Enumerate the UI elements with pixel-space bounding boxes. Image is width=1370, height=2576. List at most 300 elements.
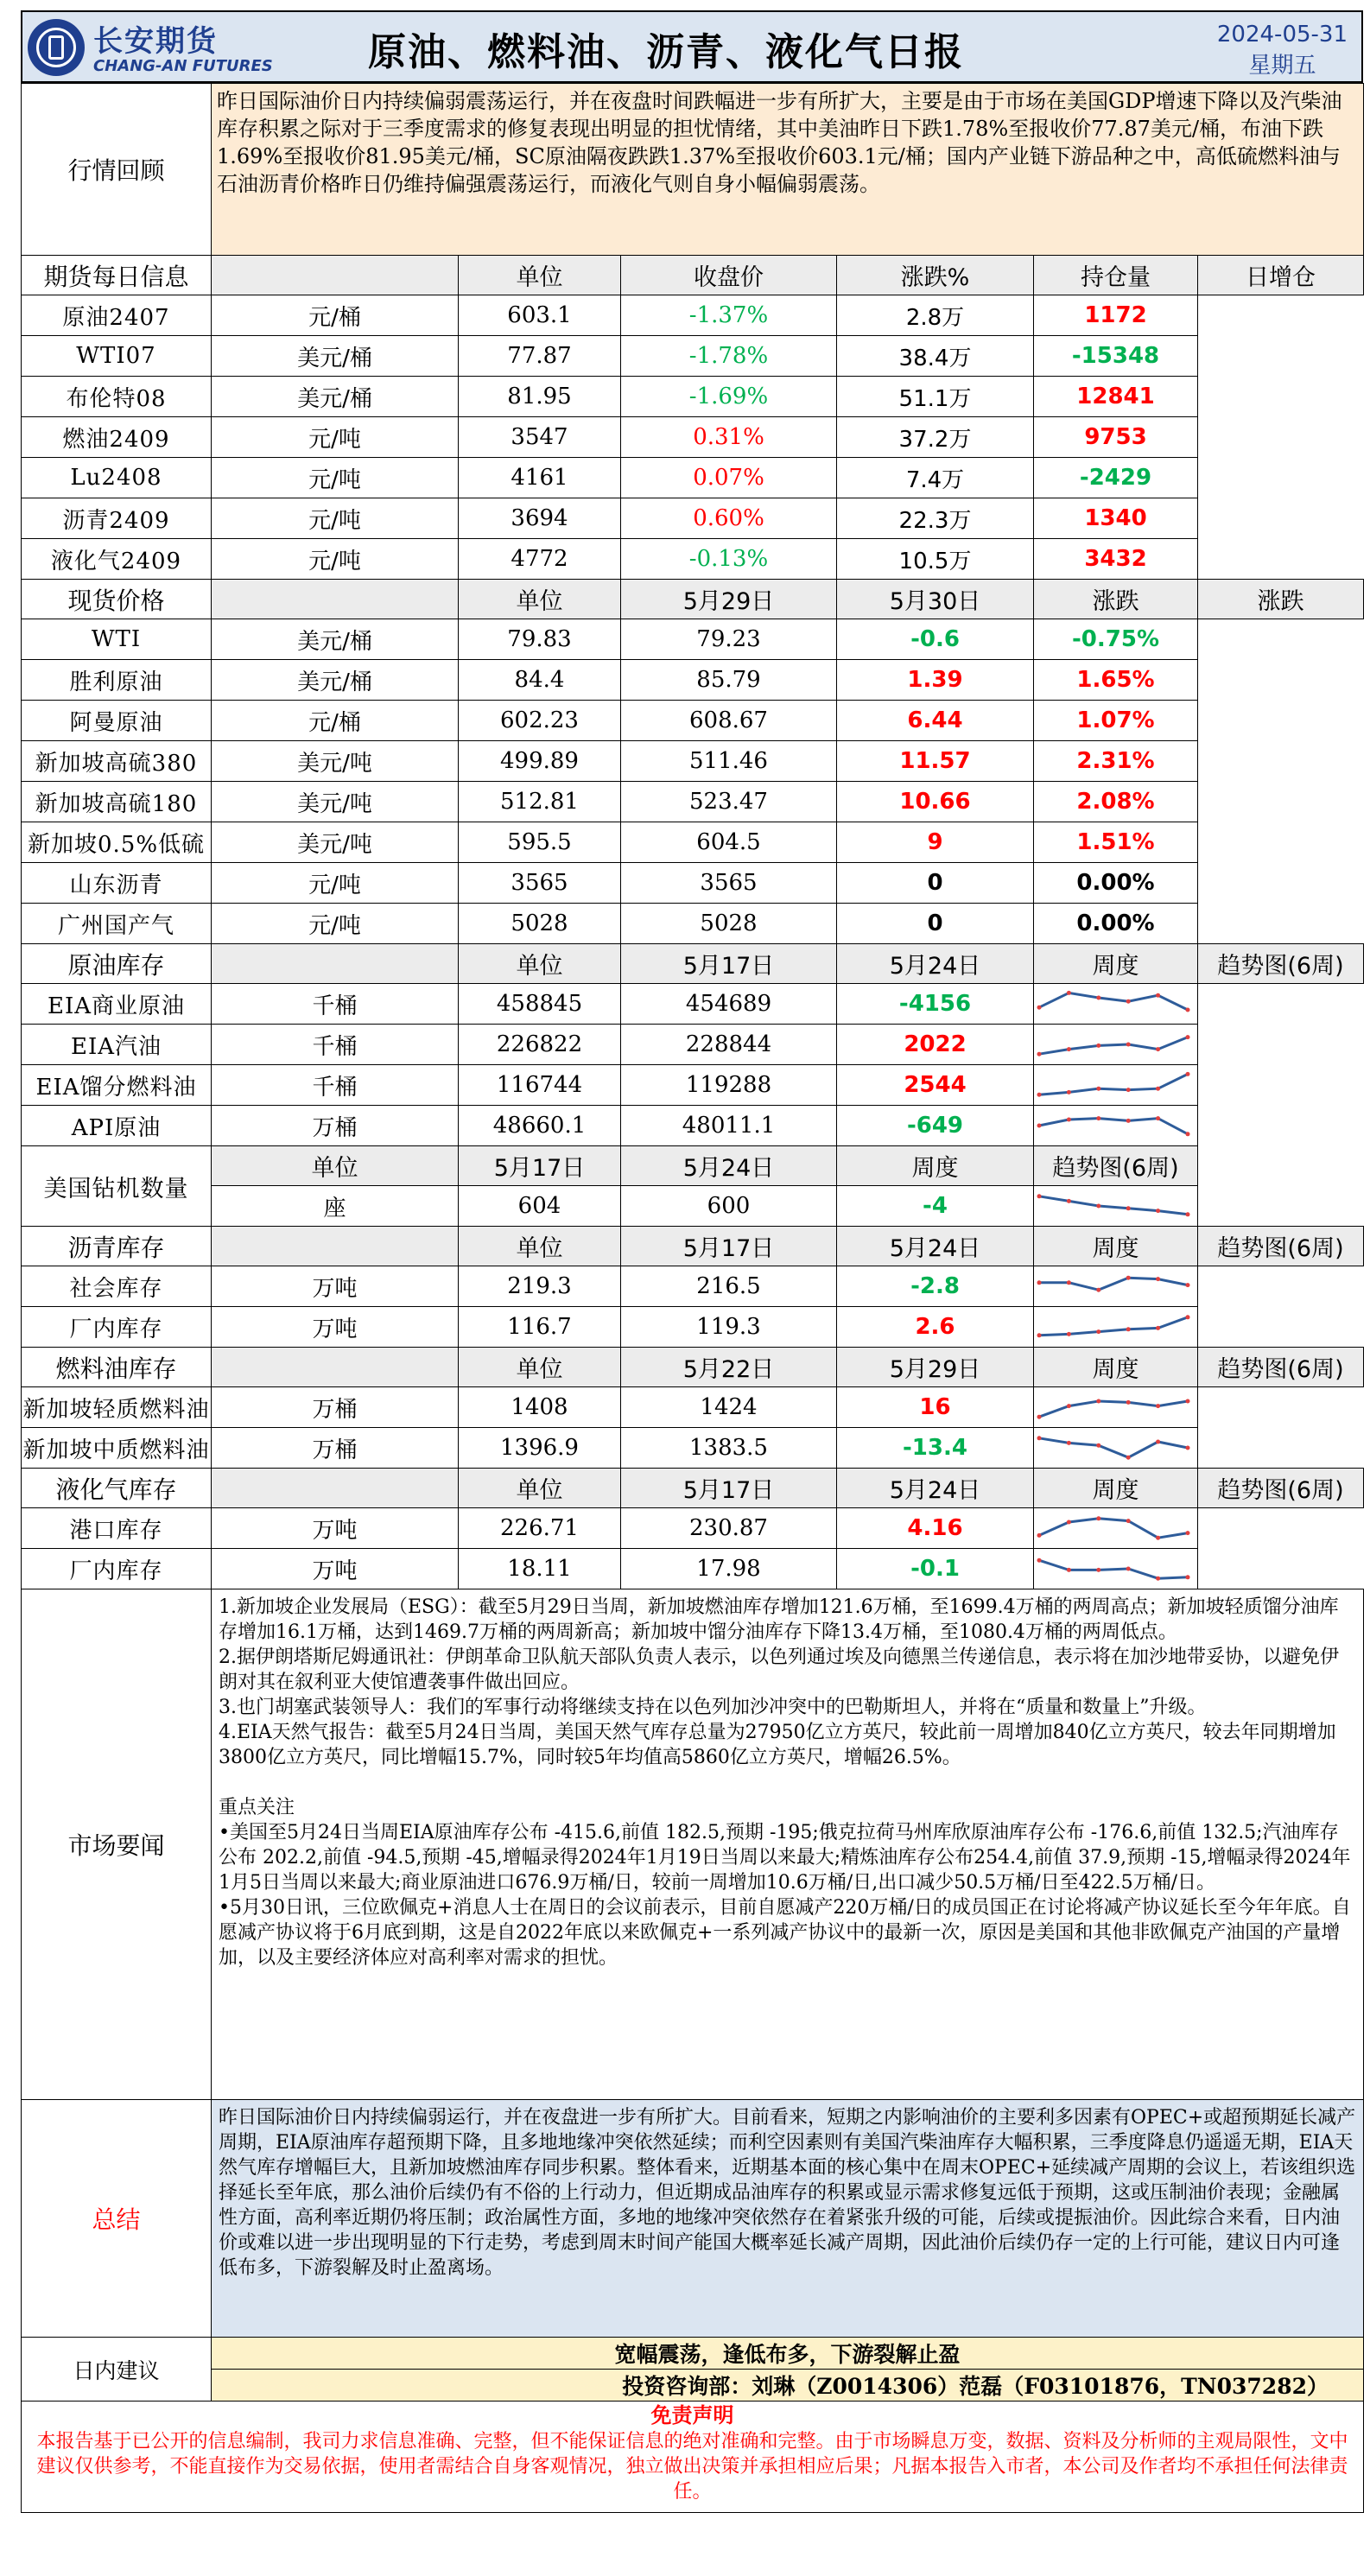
- contract-name: 布伦特08: [22, 377, 212, 417]
- trend-chart: [1034, 1106, 1198, 1146]
- inventory-d1: 219.3: [459, 1266, 621, 1307]
- news-paragraph: 重点关注: [219, 1797, 295, 1818]
- spot-row: [22, 619, 1364, 660]
- trend-point: [1037, 1415, 1042, 1419]
- trend-point: [1067, 1118, 1071, 1122]
- trend-point: [1156, 1277, 1160, 1281]
- trend-point: [1156, 1087, 1160, 1091]
- futures-header-blank: [212, 256, 459, 295]
- trend-point: [1186, 1399, 1190, 1404]
- lpg-header: 趋势图(6周): [1198, 1469, 1364, 1508]
- inventory-d1: 18.11: [459, 1549, 621, 1589]
- inventory-weekly-change: -649: [837, 1106, 1034, 1146]
- inventory-weekly-change: 4.16: [837, 1508, 1034, 1549]
- inventory-unit: 万吨: [212, 1266, 459, 1307]
- change-pct: 0.60%: [621, 498, 837, 539]
- news-label: 市场要闻: [22, 1589, 212, 2100]
- trend-chart: [1034, 1508, 1198, 1549]
- spot-row: [22, 701, 1364, 741]
- trend-point: [1037, 1052, 1042, 1056]
- futures-header: 持仓量: [1034, 256, 1198, 295]
- spot-price-d2: 85.79: [621, 660, 837, 701]
- asphalt-header: 趋势图(6周): [1198, 1227, 1364, 1266]
- spot-row: [22, 863, 1364, 904]
- rig-header-row: [22, 1146, 1364, 1186]
- trend-point: [1126, 1400, 1131, 1405]
- trend-sparkline: [1034, 1551, 1193, 1586]
- advice-text: 宽幅震荡，逢低布多，下游裂解止盈: [212, 2338, 1364, 2370]
- close-price: 4772: [459, 539, 621, 580]
- inventory-unit: 万桶: [212, 1428, 459, 1469]
- trend-point: [1037, 1006, 1042, 1010]
- crude-header: 5月24日: [837, 944, 1034, 984]
- inventory-d2: 1424: [621, 1387, 837, 1428]
- inventory-weekly-change: -4156: [837, 984, 1034, 1025]
- inventory-d2: 119288: [621, 1065, 837, 1106]
- trend-sparkline: [1034, 1310, 1193, 1344]
- trend-point: [1067, 1568, 1071, 1572]
- trend-point: [1156, 1209, 1160, 1213]
- date-text: 2024-05-31: [1216, 22, 1348, 48]
- spot-change-pct: 0.00%: [1034, 904, 1198, 944]
- trend-point: [1126, 1276, 1131, 1280]
- inventory-name: 社会库存: [22, 1266, 212, 1307]
- trend-line: [1039, 1196, 1188, 1215]
- spot-change-pct: 2.31%: [1034, 741, 1198, 782]
- trend-sparkline: [1034, 1390, 1193, 1424]
- spot-change-pct: 2.08%: [1034, 782, 1198, 822]
- summary-label: 总结: [22, 2100, 212, 2338]
- contract-name: Lu2408: [22, 458, 212, 498]
- trend-point: [1067, 1047, 1071, 1051]
- trend-line: [1039, 1401, 1188, 1417]
- crude-header: 5月17日: [621, 944, 837, 984]
- futures-row: [22, 336, 1364, 377]
- spot-header-row: [22, 580, 1364, 619]
- spot-change: 0: [837, 863, 1034, 904]
- spot-name: WTI: [22, 619, 212, 660]
- trend-point: [1126, 999, 1131, 1004]
- inventory-d1: 458845: [459, 984, 621, 1025]
- trend-chart: [1034, 1025, 1198, 1065]
- review-row: [22, 84, 1364, 256]
- change-pct: 0.31%: [621, 417, 837, 458]
- spot-price-d1: 499.89: [459, 741, 621, 782]
- spot-price-d1: 602.23: [459, 701, 621, 741]
- spot-price-d2: 511.46: [621, 741, 837, 782]
- fuel-header-blank: [212, 1348, 459, 1387]
- spot-row: [22, 660, 1364, 701]
- lpg-header: 5月17日: [621, 1469, 837, 1508]
- trend-chart: [1034, 1307, 1198, 1348]
- inventory-d1: 1396.9: [459, 1428, 621, 1469]
- open-interest: 37.2万: [837, 417, 1034, 458]
- inventory-d2: 230.87: [621, 1508, 837, 1549]
- inventory-row: [22, 1508, 1364, 1549]
- spot-header: 单位: [459, 580, 621, 619]
- trend-sparkline: [1034, 1027, 1193, 1062]
- trend-point: [1096, 1399, 1100, 1404]
- spot-header: 涨跌: [1034, 580, 1198, 619]
- trend-point: [1037, 1093, 1042, 1097]
- spot-unit: 美元/吨: [212, 822, 459, 863]
- trend-point: [1126, 1567, 1131, 1571]
- trend-point: [1126, 1327, 1131, 1331]
- inventory-row: [22, 1428, 1364, 1469]
- trend-point: [1067, 1441, 1071, 1445]
- rig-trend-chart: [1034, 1186, 1198, 1227]
- inventory-unit: 万吨: [212, 1307, 459, 1348]
- rig-header: 周度: [837, 1146, 1034, 1186]
- spot-price-d1: 5028: [459, 904, 621, 944]
- inventory-unit: 千桶: [212, 1065, 459, 1106]
- inventory-name: 厂内库存: [22, 1549, 212, 1589]
- inventory-name: 厂内库存: [22, 1307, 212, 1348]
- analyst-row: [22, 2370, 1364, 2402]
- trend-line: [1039, 1119, 1188, 1134]
- contract-name: 液化气2409: [22, 539, 212, 580]
- inventory-d1: 226.71: [459, 1508, 621, 1549]
- spot-change-pct: -0.75%: [1034, 619, 1198, 660]
- futures-header: 涨跌%: [837, 256, 1034, 295]
- inventory-name: 港口库存: [22, 1508, 212, 1549]
- news-paragraph: •美国至5月24日当周EIA原油库存公布 -415.6,前值 182.5,预期 -195;俄克拉荷马州库欣原油库存公布 -176.6,前值 132.5;汽油库存公布 202.2,前值 -94.5,预期 -45,增幅录得2024年1月19日当周以来最大;精炼油库存公布254.4,前值 37.9,预期 -15,增幅录得2024年1月5日当周以来最大;商业原油进口676.9万桶/日，较前一周增加10.6万桶/日,出口减少50.5万桶/日至422.5万桶/日。: [219, 1822, 1351, 1894]
- trend-point: [1156, 1536, 1160, 1540]
- rig-name: 美国钻机数量: [22, 1146, 212, 1227]
- spot-row: [22, 741, 1364, 782]
- trend-point: [1096, 1288, 1100, 1292]
- inventory-row: [22, 1266, 1364, 1307]
- news-paragraph: •5月30日讯，三位欧佩克+消息人士在周日的会议前表示，目前自愿减产220万桶/日的成员国正在讨论将减产协议延长至今年年底。自愿减产协议将于6月底到期，这是自2022年底以来欧佩克+一系列减产协议中的最新一次，原因是美国和其他非欧佩克产油国的产量增加，以及主要经济体应对高利率对需求的担忧。: [219, 1897, 1351, 1969]
- spot-name: 广州国产气: [22, 904, 212, 944]
- advice-label: 日内建议: [22, 2338, 212, 2402]
- spot-label: 现货价格: [22, 580, 212, 619]
- spot-name: 山东沥青: [22, 863, 212, 904]
- change-pct: -1.78%: [621, 336, 837, 377]
- close-price: 4161: [459, 458, 621, 498]
- inventory-unit: 千桶: [212, 1025, 459, 1065]
- rig-d2: 600: [621, 1186, 837, 1227]
- contract-unit: 美元/桶: [212, 336, 459, 377]
- trend-point: [1186, 1035, 1190, 1039]
- crude-header: 趋势图(6周): [1198, 944, 1364, 984]
- inventory-weekly-change: 2022: [837, 1025, 1034, 1065]
- futures-row: [22, 295, 1364, 336]
- weekday-text: 星期五: [1248, 53, 1316, 79]
- daily-oi-change: 12841: [1034, 377, 1198, 417]
- disclaimer-cell: [22, 2402, 1364, 2513]
- news-paragraph: 1.新加坡企业发展局（ESG）：截至5月29日当周，新加坡燃油库存增加121.6万桶，至1699.4万桶的两周高点；新加坡轻质馏分油库存增加16.1万桶，达到1469.7万桶的两周新高；新加坡中馏分油库存下降13.4万桶，至1080.4万桶的两周低点。: [219, 1596, 1339, 1643]
- fuel-rows: [22, 1387, 1364, 1469]
- spot-price-d2: 523.47: [621, 782, 837, 822]
- inventory-row: [22, 984, 1364, 1025]
- trend-point: [1186, 1283, 1190, 1287]
- rig-d1: 604: [459, 1186, 621, 1227]
- rig-header: 5月24日: [621, 1146, 837, 1186]
- inventory-weekly-change: -13.4: [837, 1428, 1034, 1469]
- news-paragraph: [219, 1770, 1356, 1795]
- trend-sparkline: [1034, 987, 1193, 1021]
- change-pct: -1.69%: [621, 377, 837, 417]
- trend-point: [1067, 1090, 1071, 1094]
- inventory-name: 新加坡中质燃料油: [22, 1428, 212, 1469]
- spot-price-d2: 79.23: [621, 619, 837, 660]
- trend-point: [1126, 1043, 1131, 1047]
- spot-price-d1: 3565: [459, 863, 621, 904]
- rig-header: 5月17日: [459, 1146, 621, 1186]
- trend-point: [1037, 1558, 1042, 1563]
- trend-point: [1186, 1132, 1190, 1136]
- inventory-d2: 216.5: [621, 1266, 837, 1307]
- news-paragraph: 2.据伊朗塔斯尼姆通讯社：伊朗革命卫队航天部队负责人表示，以色列通过埃及向德黑兰传递信息，表示将在加沙地带妥协，以避免伊朗对其在叙利亚大使馆遭袭事件做出回应。: [219, 1646, 1339, 1693]
- close-price: 81.95: [459, 377, 621, 417]
- futures-row: [22, 539, 1364, 580]
- review-text: 昨日国际油价日内持续偏弱震荡运行，并在夜盘时间跌幅进一步有所扩大，主要是由于市场在美国GDP增速下降以及汽柴油库存积累之际对于三季度需求的修复表现出明显的担忧情绪，其中美油昨日下跌1.78%至报收价77.87美元/桶，布油下跌1.69%至报收价81.95美元/桶，SC原油隔夜跌跌1.37%至报收价603.1元/桶；国内产业链下游品种之中，高低硫燃料油与石油沥青价格昨日仍维持偏强震荡运行，而液化气则自身小幅偏弱震荡。: [212, 84, 1364, 256]
- trend-point: [1186, 1446, 1190, 1450]
- trend-point: [1156, 1116, 1160, 1120]
- trend-point: [1186, 1008, 1190, 1012]
- inventory-weekly-change: -2.8: [837, 1266, 1034, 1307]
- trend-point: [1096, 1044, 1100, 1048]
- trend-chart: [1034, 984, 1198, 1025]
- spot-change: 10.66: [837, 782, 1034, 822]
- trend-line: [1039, 1074, 1188, 1094]
- company-logo-icon: [28, 19, 85, 76]
- spot-row: [22, 904, 1364, 944]
- open-interest: 51.1万: [837, 377, 1034, 417]
- spot-change: 11.57: [837, 741, 1034, 782]
- trend-point: [1186, 1531, 1190, 1535]
- trend-sparkline: [1034, 1269, 1193, 1304]
- summary-row: [22, 2100, 1364, 2338]
- daily-oi-change: 1172: [1034, 295, 1198, 336]
- trend-point: [1067, 1199, 1071, 1203]
- trend-point: [1067, 1404, 1071, 1408]
- advice-row: [22, 2338, 1364, 2370]
- futures-label: 期货每日信息: [22, 256, 212, 295]
- trend-chart: [1034, 1065, 1198, 1106]
- analyst-text: 投资咨询部：刘琳（Z0014306）范磊（F03101876，TN037282）: [212, 2370, 1364, 2402]
- trend-point: [1096, 1204, 1100, 1209]
- contract-unit: 元/吨: [212, 458, 459, 498]
- asphalt-inv-label: 沥青库存: [22, 1227, 212, 1266]
- inventory-weekly-change: 2.6: [837, 1307, 1034, 1348]
- lpg-inv-label: 液化气库存: [22, 1469, 212, 1508]
- contract-name: WTI07: [22, 336, 212, 377]
- daily-oi-change: 9753: [1034, 417, 1198, 458]
- trend-point: [1186, 1575, 1190, 1579]
- trend-point: [1037, 1194, 1042, 1198]
- spot-name: 新加坡高硫180: [22, 782, 212, 822]
- futures-header: 单位: [459, 256, 621, 295]
- disclaimer-row: [22, 2402, 1364, 2513]
- fuel-header: 5月22日: [621, 1348, 837, 1387]
- inventory-row: [22, 1106, 1364, 1146]
- trend-line: [1039, 1037, 1188, 1055]
- news-paragraph: 3.也门胡塞武装领导人：我们的军事行动将继续支持在以色列加沙冲突中的巴勒斯坦人，并将在“质量和数量上”升级。: [219, 1697, 1207, 1718]
- inventory-unit: 万吨: [212, 1549, 459, 1589]
- lpg-header: 周度: [1034, 1469, 1198, 1508]
- trend-point: [1126, 1456, 1131, 1460]
- inventory-unit: 万吨: [212, 1508, 459, 1549]
- contract-unit: 元/吨: [212, 498, 459, 539]
- asphalt-rows: [22, 1266, 1364, 1348]
- rig-unit: 座: [212, 1186, 459, 1227]
- trend-point: [1156, 1440, 1160, 1444]
- trend-point: [1126, 1206, 1131, 1210]
- trend-line: [1039, 1438, 1188, 1457]
- fuel-header: 周度: [1034, 1348, 1198, 1387]
- inventory-d2: 17.98: [621, 1549, 837, 1589]
- close-price: 77.87: [459, 336, 621, 377]
- futures-header-row: [22, 256, 1364, 295]
- rig-header: 趋势图(6周): [1034, 1146, 1198, 1186]
- lpg-header: 5月24日: [837, 1469, 1034, 1508]
- futures-row: [22, 417, 1364, 458]
- change-pct: 0.07%: [621, 458, 837, 498]
- inventory-d2: 1383.5: [621, 1428, 837, 1469]
- trend-point: [1067, 1332, 1071, 1336]
- trend-point: [1096, 1087, 1100, 1091]
- daily-oi-change: -2429: [1034, 458, 1198, 498]
- spot-name: 新加坡0.5%低硫: [22, 822, 212, 863]
- spot-change: 1.39: [837, 660, 1034, 701]
- trend-point: [1037, 1533, 1042, 1538]
- trend-point: [1156, 1326, 1160, 1330]
- spot-unit: 元/桶: [212, 701, 459, 741]
- contract-unit: 美元/桶: [212, 377, 459, 417]
- crude-header: 周度: [1034, 944, 1198, 984]
- crude-header: 单位: [459, 944, 621, 984]
- trend-point: [1156, 993, 1160, 998]
- inventory-unit: 万桶: [212, 1387, 459, 1428]
- inventory-row: [22, 1387, 1364, 1428]
- spot-rows: [22, 619, 1364, 944]
- inventory-unit: 千桶: [212, 984, 459, 1025]
- asphalt-header: 5月24日: [837, 1227, 1034, 1266]
- crude-inv-label: 原油库存: [22, 944, 212, 984]
- spot-price-d1: 79.83: [459, 619, 621, 660]
- spot-name: 新加坡高硫380: [22, 741, 212, 782]
- open-interest: 7.4万: [837, 458, 1034, 498]
- summary-text: 昨日国际油价日内持续偏弱运行，并在夜盘进一步有所扩大。目前看来，短期之内影响油价的主要利多因素有OPEC+或超预期延长减产周期，EIA原油库存超预期下降，且多地地缘冲突依然延续；而利空因素则有美国汽柴油库存大幅积累，三季度降息仍遥遥无期，EIA天然气库存增幅巨大，且新加坡燃油库存同步积累。整体看来，近期基本面的核心集中在周末OPEC+延续减产周期的会议上，若该组织选择延长至年底，那么油价后续仍有不俗的上行动力，但近期成品油库存的积累或显示需求修复远低于预期，这或压制油价表现；金融属性方面，高利率近期仍将压制；政治属性方面，多地的地缘冲突依然存在着紧张升级的可能，后续或提振油价。因此综合来看，日内油价或难以进一步出现明显的下行走势，考虑到周末时间产能国大概率延长减产周期，因此油价后续仍存一定的上行可能，建议日内可逢低布多，下游裂解及时止盈离场。: [212, 2100, 1364, 2338]
- trend-line: [1039, 1317, 1188, 1336]
- rig-weekly: -4: [837, 1186, 1034, 1227]
- close-price: 603.1: [459, 295, 621, 336]
- fuel-header: 5月29日: [837, 1348, 1034, 1387]
- contract-unit: 元/吨: [212, 539, 459, 580]
- spot-price-d2: 5028: [621, 904, 837, 944]
- lpg-header: 单位: [459, 1469, 621, 1508]
- daily-oi-change: 1340: [1034, 498, 1198, 539]
- spot-name: 胜利原油: [22, 660, 212, 701]
- change-pct: -0.13%: [621, 539, 837, 580]
- fuel-header: 趋势图(6周): [1198, 1348, 1364, 1387]
- spot-unit: 元/吨: [212, 863, 459, 904]
- inventory-unit: 万桶: [212, 1106, 459, 1146]
- trend-point: [1126, 1088, 1131, 1092]
- contract-unit: 元/桶: [212, 295, 459, 336]
- crude-header-blank: [212, 944, 459, 984]
- trend-point: [1096, 996, 1100, 1000]
- trend-point: [1186, 1212, 1190, 1216]
- spot-unit: 美元/桶: [212, 619, 459, 660]
- inventory-weekly-change: -0.1: [837, 1549, 1034, 1589]
- trend-chart: [1034, 1549, 1198, 1589]
- company-name-en: CHANG-AN FUTURES: [93, 57, 273, 75]
- trend-point: [1186, 1315, 1190, 1319]
- trend-point: [1186, 1072, 1190, 1076]
- trend-chart: [1034, 1266, 1198, 1307]
- inventory-name: EIA汽油: [22, 1025, 212, 1065]
- inventory-d1: 226822: [459, 1025, 621, 1065]
- spot-change-pct: 1.51%: [1034, 822, 1198, 863]
- trend-sparkline: [1034, 1189, 1193, 1223]
- crude-rows: [22, 984, 1364, 1146]
- inventory-row: [22, 1549, 1364, 1589]
- spot-name: 阿曼原油: [22, 701, 212, 741]
- spot-change-pct: 0.00%: [1034, 863, 1198, 904]
- inventory-d2: 119.3: [621, 1307, 837, 1348]
- inventory-name: API原油: [22, 1106, 212, 1146]
- spot-change: -0.6: [837, 619, 1034, 660]
- asphalt-header-row: [22, 1227, 1364, 1266]
- trend-sparkline: [1034, 1068, 1193, 1102]
- lpg-header-blank: [212, 1469, 459, 1508]
- contract-name: 沥青2409: [22, 498, 212, 539]
- open-interest: 2.8万: [837, 295, 1034, 336]
- inventory-d1: 116744: [459, 1065, 621, 1106]
- asphalt-header-blank: [212, 1227, 459, 1266]
- open-interest: 10.5万: [837, 539, 1034, 580]
- trend-point: [1096, 1443, 1100, 1448]
- fuel-header: 单位: [459, 1348, 621, 1387]
- trend-point: [1037, 1280, 1042, 1285]
- disclaimer-text: 本报告基于已公开的信息编制，我司力求信息准确、完整，但不能保证信息的绝对准确和完整。由于市场瞬息万变，数据、资料及分析师的主观局限性，文中建议仅供参考，不能直接作为交易依据，使用者需结合自身客观情况，独立做出决策并承担相应后果；凡据本报告入市者，本公司及作者均不承担任何法律责任。: [36, 2431, 1348, 2503]
- trend-point: [1096, 1329, 1100, 1334]
- open-interest: 22.3万: [837, 498, 1034, 539]
- report-page: [7, 3, 1363, 2569]
- inventory-row: [22, 1025, 1364, 1065]
- news-paragraph: 4.EIA天然气报告：截至5月24日当周，美国天然气库存总量为27950亿立方英尺，较此前一周增加840亿立方英尺，较去年同期增加3800亿立方英尺，同比增幅15.7%，同时较5年均值高5860亿立方英尺，增幅26.5%。: [219, 1722, 1336, 1768]
- trend-point: [1037, 1436, 1042, 1440]
- spot-change: 6.44: [837, 701, 1034, 741]
- spot-unit: 美元/吨: [212, 782, 459, 822]
- trend-point: [1156, 1404, 1160, 1408]
- contract-name: 原油2407: [22, 295, 212, 336]
- rig-row: [22, 1186, 1364, 1227]
- close-price: 3694: [459, 498, 621, 539]
- contract-unit: 元/吨: [212, 417, 459, 458]
- inventory-name: EIA商业原油: [22, 984, 212, 1025]
- spot-row: [22, 782, 1364, 822]
- futures-header: 日增仓: [1198, 256, 1364, 295]
- lpg-header-row: [22, 1469, 1364, 1508]
- asphalt-header: 单位: [459, 1227, 621, 1266]
- trend-line: [1039, 1560, 1188, 1578]
- trend-point: [1096, 1568, 1100, 1572]
- crude-header-row: [22, 944, 1364, 984]
- futures-row: [22, 458, 1364, 498]
- futures-header: 收盘价: [621, 256, 837, 295]
- report-date: [1217, 19, 1348, 81]
- spot-header-blank: [212, 580, 459, 619]
- trend-point: [1156, 1577, 1160, 1581]
- trend-sparkline: [1034, 1108, 1193, 1143]
- trend-line: [1039, 993, 1188, 1010]
- report-body: [21, 83, 1363, 2513]
- inventory-d1: 48660.1: [459, 1106, 621, 1146]
